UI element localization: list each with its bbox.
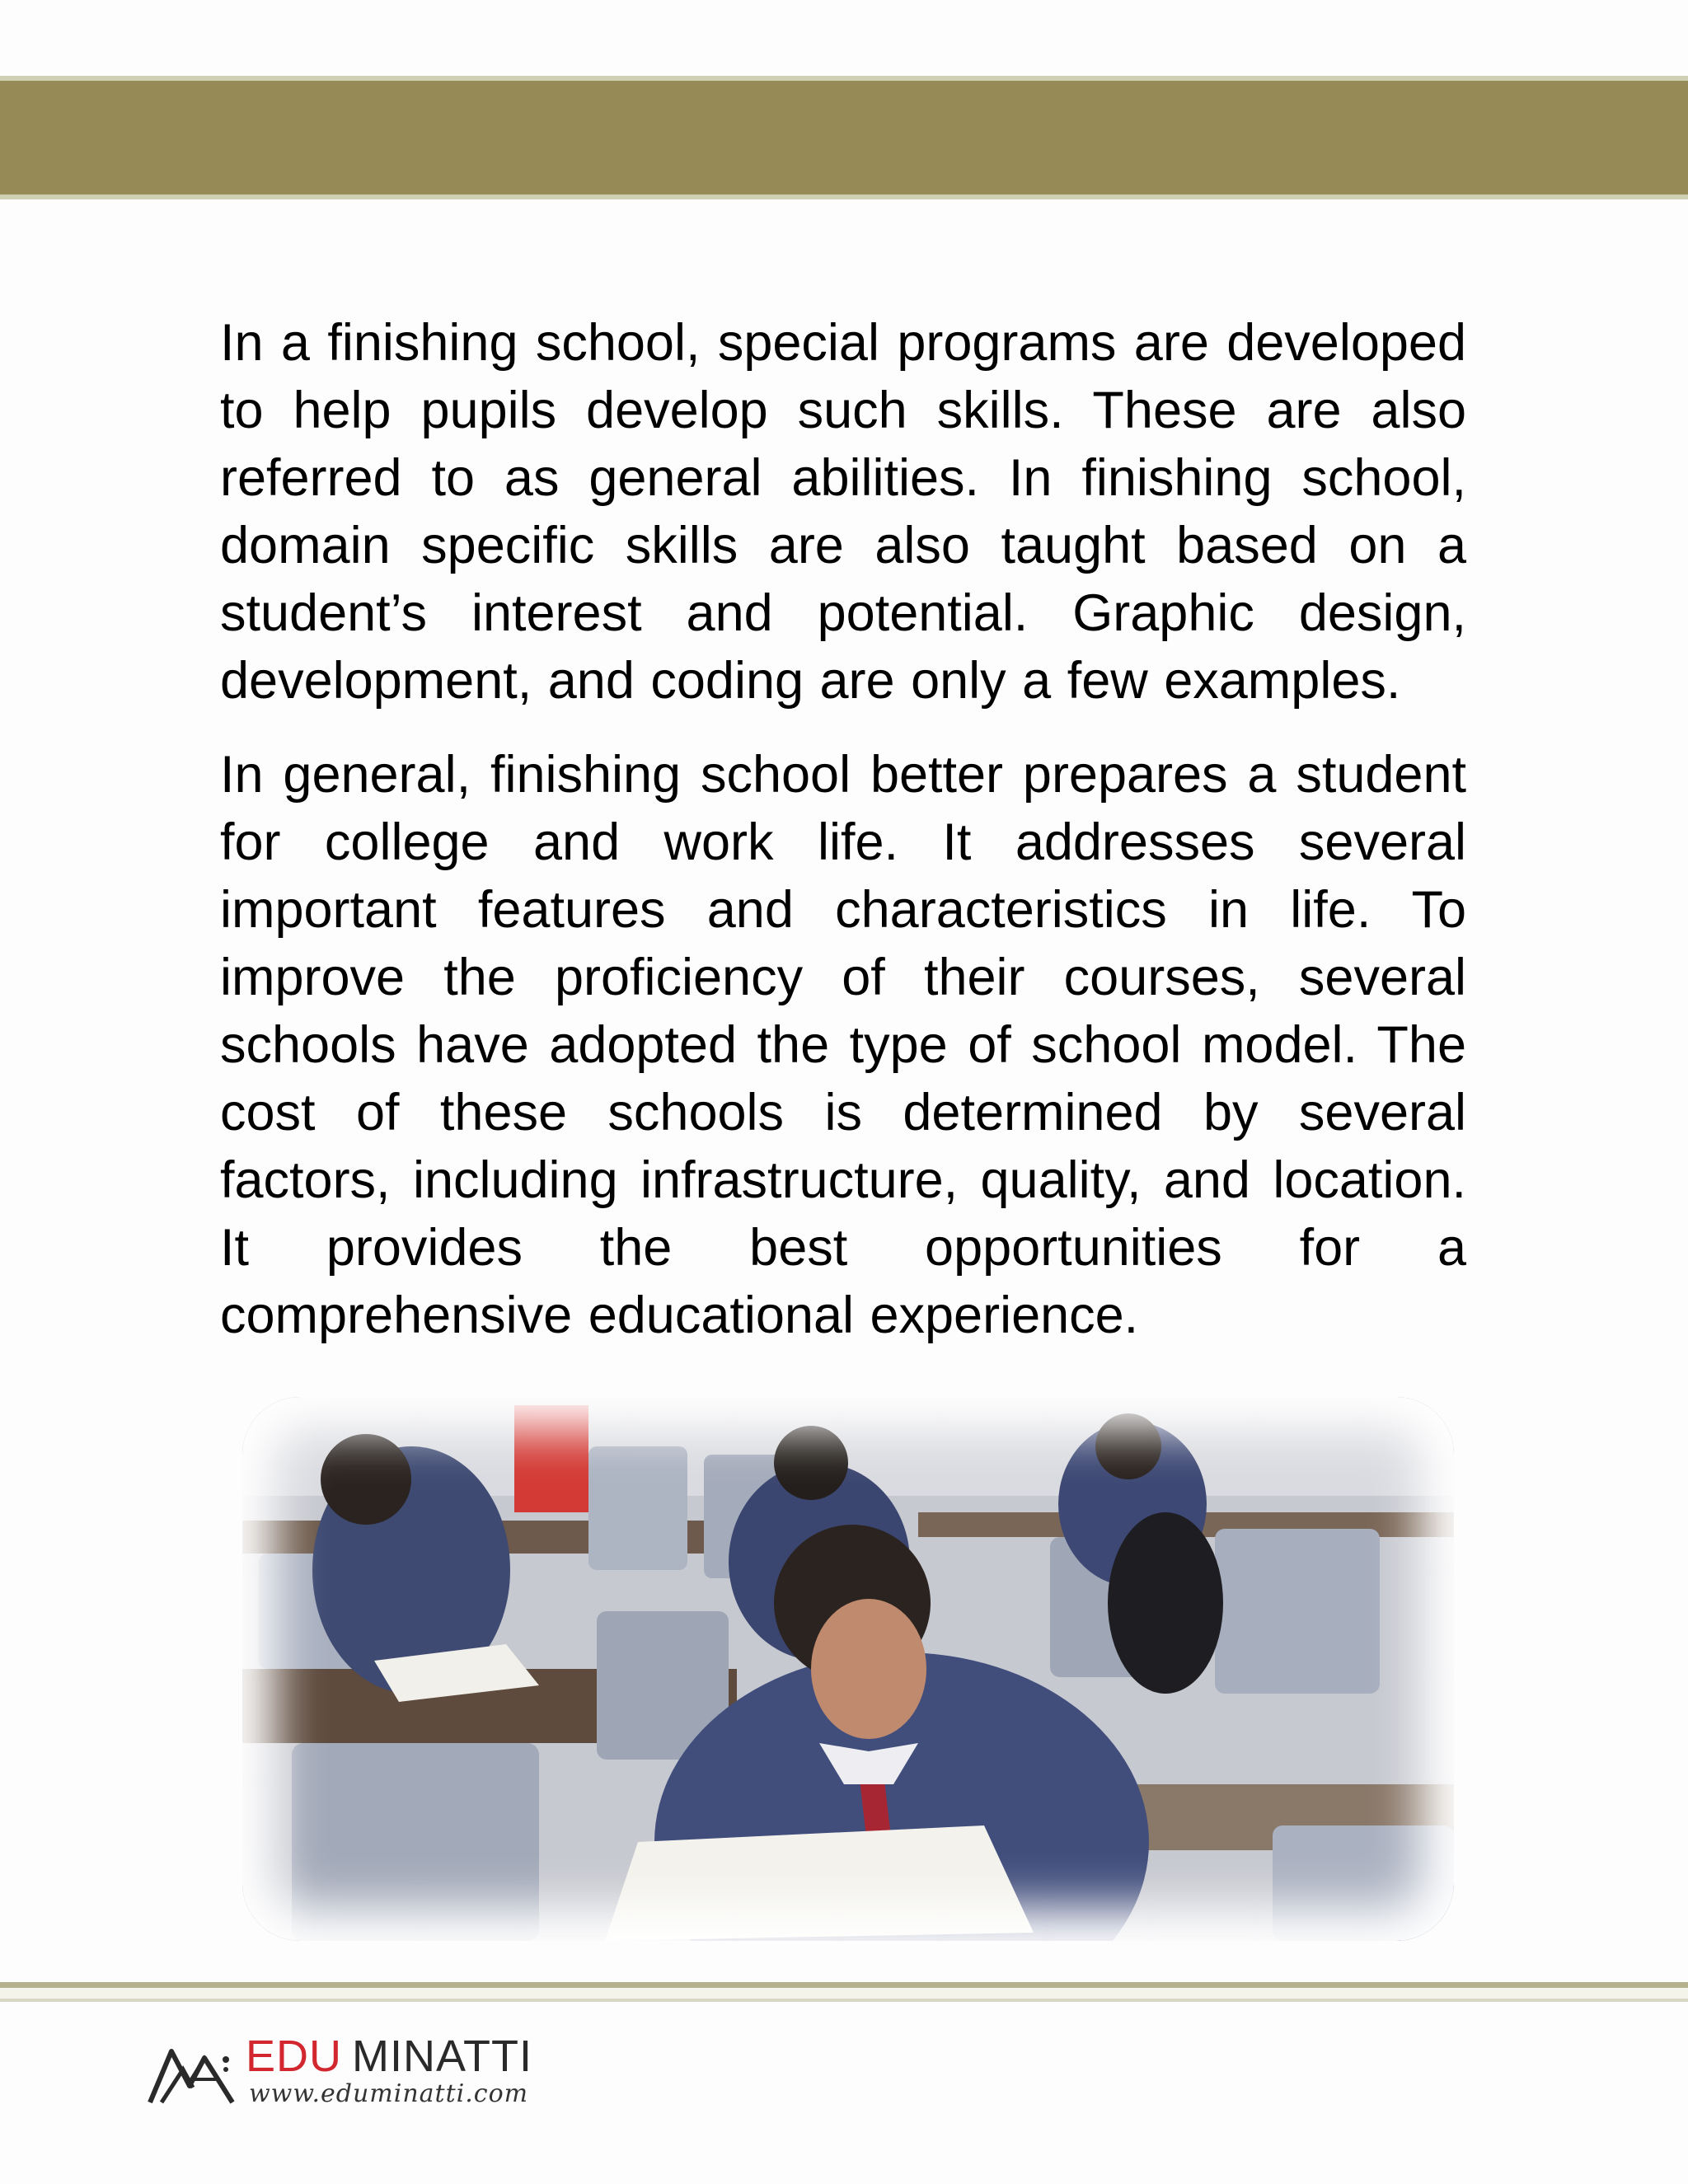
paragraph-intro: In a finishing school, special programs are developed to help pupils develop such skills. These are also referred to as general abilities. In finishing school, domain specific skills are also taught based on a student’s interest and potential. Graphic design, development, and coding are only a few examples. bbox=[220, 314, 1466, 710]
header-band bbox=[0, 76, 1688, 199]
footer-rule bbox=[0, 1982, 1688, 2002]
brand-text bbox=[246, 2033, 532, 2108]
brand-name-edu: EDU bbox=[246, 2031, 343, 2081]
paragraph-general: In general, finishing school better prepares a student for college and work life. It addresses several important features and characteristics in life. To improve the proficiency of their courses, several schools have adopted the type of school model. The cost of these schools is determined by several factors, including infrastructure, quality, and location. It provides the best opportunities for a comprehensive educational experience. bbox=[220, 746, 1466, 1344]
brand-name-minatti: MINATTI bbox=[352, 2031, 532, 2081]
brand-name bbox=[246, 2033, 532, 2079]
logo-mark-icon bbox=[147, 2033, 237, 2107]
brand-logo[interactable] bbox=[147, 2029, 532, 2111]
brand-website[interactable]: www.eduminatti.com bbox=[249, 2079, 529, 2108]
main-content bbox=[220, 309, 1466, 1376]
classroom-photo bbox=[242, 1397, 1454, 1941]
